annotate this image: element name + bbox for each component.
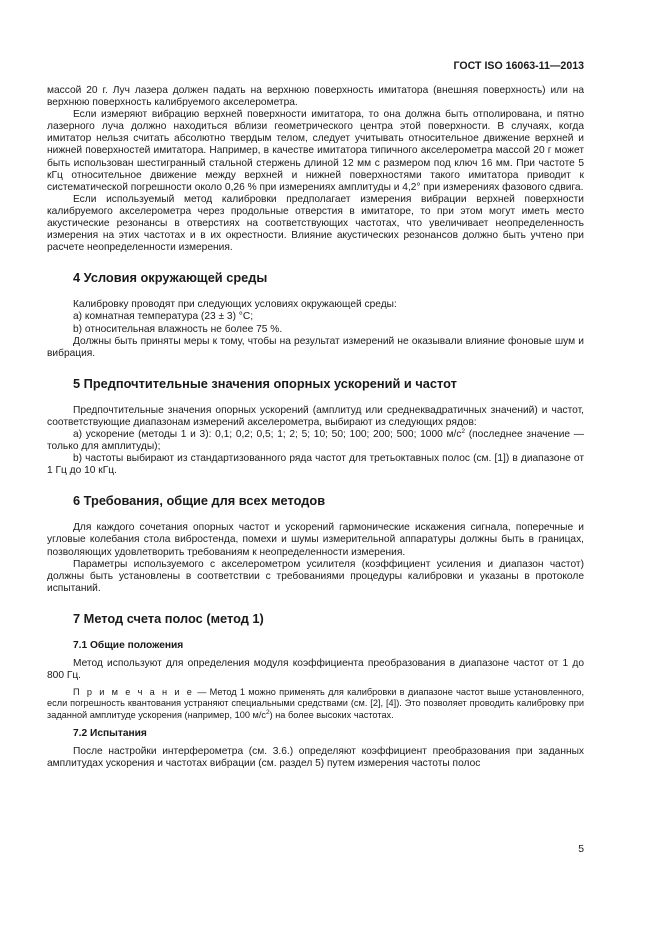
note-text: ) на более высоких частотах. — [269, 709, 394, 720]
paragraph: Параметры используемого с акселерометром усилителя (коэффициент усиления и диапазон частот) должны быть установлены в соответствии с требованиями процедуры калибровки и указаны в протоколе испытаний. — [47, 558, 584, 594]
list-item-text: (последнее значение — только для амплитуды); — [47, 428, 584, 453]
paragraph: После настройки интерферометра (см. 3.6.) определяют коэффициент преобразования при заданных амплитудах ускорения и частотах вибрации (см. раздел 5) путем измерения частоты полос — [47, 745, 584, 770]
paragraph: Для каждого сочетания опорных частот и ускорений гармонические искажения сигнала, поперечные и угловые колебания стола вибростенда, помехи и шумы измерительной аппаратуры должны быть в границах, позволяющих удовлетворить требованиям к неопределенности измерения. — [47, 522, 584, 558]
page-number: 5 — [578, 844, 584, 855]
paragraph: Должны быть приняты меры к тому, чтобы на результат измерений не оказывали влияние фоновые шум и вибрация. — [47, 335, 584, 359]
list-item — [47, 429, 584, 453]
paragraph: Метод используют для определения модуля коэффициента преобразования в диапазоне частот от 1 до 800 Гц. — [47, 657, 584, 681]
paragraph: Предпочтительные значения опорных ускорений (амплитуд или среднеквадратичных значений) и частот, соответствующие диапазонам измерений акселерометра, выбирают из следующих рядов: — [47, 404, 584, 428]
section-5-heading: 5 Предпочтительные значения опорных ускорений и частот — [73, 375, 457, 391]
note-text: — Метод 1 можно применять для калибровки в диапазоне частот выше установленного, если погрешность квантования устраняют специальными средствами (см. [2], [4]). Это позволяет проводить калибровку при заданной амплитуде ускорения (например, 100 м/с — [47, 687, 584, 720]
superscript: 2 — [265, 708, 270, 716]
superscript: 2 — [461, 427, 466, 435]
paragraph: Калибровку проводят при следующих условиях окружающей среды: — [73, 299, 397, 311]
paragraph: Если измеряют вибрацию верхней поверхности имитатора, то она должна быть отполирована, и пятно лазерного луча должно находиться вблизи геометрического центра этой поверхности. В случаях, когда имитатор нельзя считать абсолютно твердым телом, следует учитывать относительное движение верхней и нижней поверхностей имитатора. Например, в качестве имитатора типичного акселерометра массой 20 г может быть использован шестигранный стальной стержень длиной 12 мм с размером под ключ 16 мм. При частоте 5 кГц относительное движение между верхней и нижней поверхностями такого имитатора приводит к систематической погрешности около 0,26 % при измерениях амплитуды и 4,2° при измерениях фазового сдвига. — [47, 109, 584, 193]
list-item: b) относительная влажность не более 75 %. — [73, 323, 283, 335]
standard-header: ГОСТ ISO 16063-11—2013 — [453, 60, 584, 72]
document-body — [47, 85, 584, 770]
note-label: П р и м е ч а н и е — [73, 687, 194, 698]
section-7-heading: 7 Метод счета полос (метод 1) — [73, 610, 264, 626]
paragraph: массой 20 г. Луч лазера должен падать на верхнюю поверхность имитатора (внешняя поверхность) или на верхнюю поверхность калибруемого акселерометра. — [47, 85, 584, 109]
section-6-heading: 6 Требования, общие для всех методов — [73, 493, 326, 509]
list-item-text: а) ускорение (методы 1 и 3): 0,1; 0,2; 0,5; 1; 2; 5; 10; 50; 100; 200; 500; 1000 м/с — [73, 428, 462, 440]
note — [47, 687, 584, 721]
list-item: а) комнатная температура (23 ± 3) °С; — [73, 311, 254, 323]
subsection-7-1-heading: 7.1 Общие положения — [73, 639, 184, 651]
list-item: b) частоты выбирают из стандартизованного ряда частот для третьоктавных полос (см. [1]) в диапазоне от 1 Гц до 10 кГц. — [47, 453, 584, 477]
paragraph: Если используемый метод калибровки предполагает измерения вибрации верхней поверхности калибруемого акселерометра через продольные отверстия в имитаторе, то при этом могут иметь место акустические резонансы в отверстиях на соответствующих частотах, что увеличивает неопределенность измерения на этих частотах и в их окрестности. Влияние акустических резонансов должно быть учтено при расчете неопределенности измерения. — [47, 193, 584, 254]
section-4-heading: 4 Условия окружающей среды — [73, 270, 268, 286]
subsection-7-2-heading: 7.2 Испытания — [73, 727, 147, 739]
